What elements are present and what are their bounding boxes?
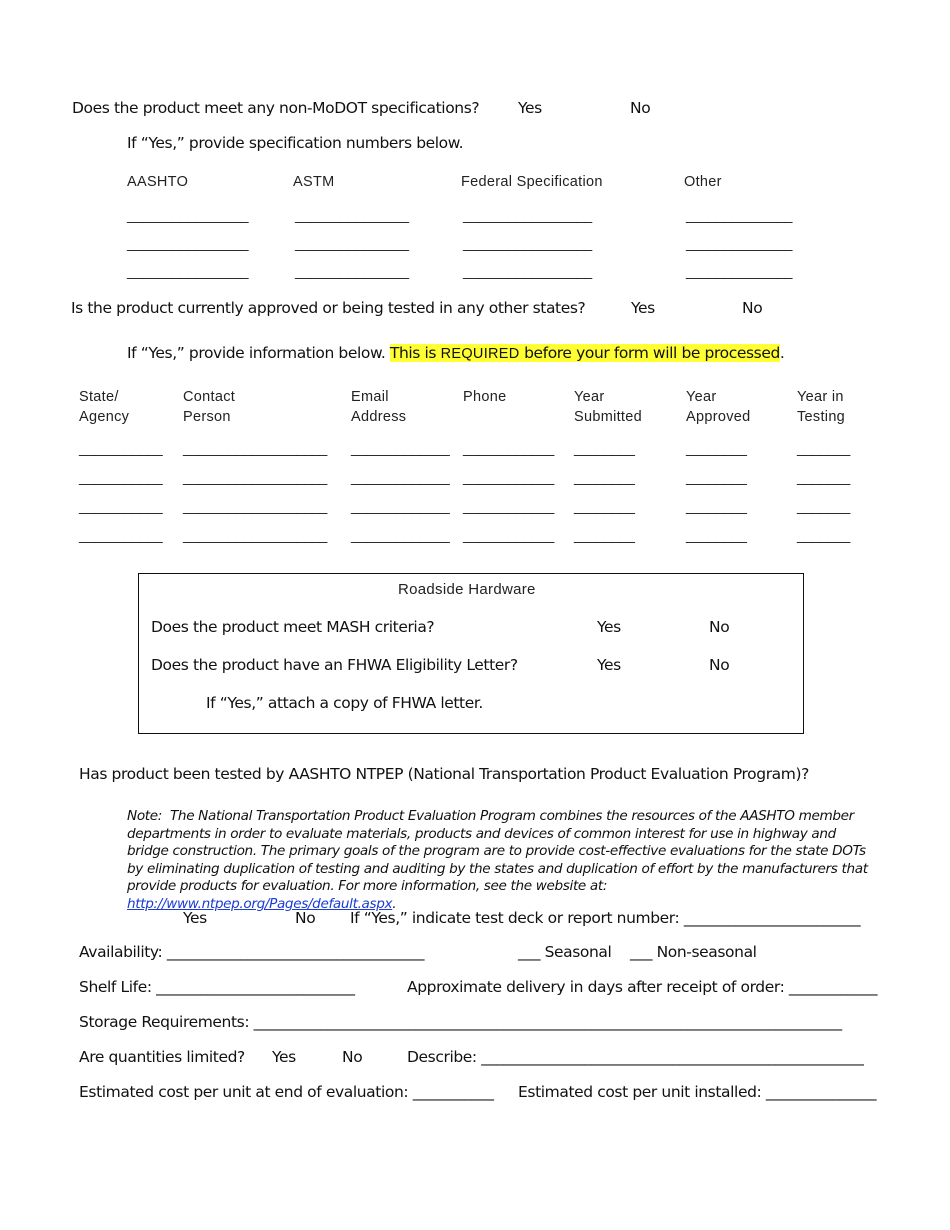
phone-field[interactable]: ____________: [463, 527, 555, 543]
col-header-state: State/ Agency: [79, 389, 130, 425]
phone-field[interactable]: ____________: [463, 469, 555, 485]
ntpep-link[interactable]: http://www.ntpep.org/Pages/default.aspx: [127, 895, 393, 912]
spec-field-aashto[interactable]: ________________: [127, 263, 249, 279]
spec-field-astm[interactable]: _______________: [295, 263, 409, 279]
states-question: Is the product currently approved or being tested in any other states?: [71, 299, 586, 317]
fhwa-question: Does the product have an FHWA Eligibility Letter?: [151, 656, 518, 674]
spec-header-other: Other: [684, 174, 722, 190]
contact-field[interactable]: ___________________: [183, 527, 328, 543]
spec-field-other[interactable]: ______________: [686, 263, 793, 279]
state-field[interactable]: ___________: [79, 527, 163, 543]
spec-header-aashto: AASHTO: [127, 174, 189, 190]
spec-header-astm: ASTM: [293, 174, 335, 190]
mash-question: Does the product meet MASH criteria?: [151, 618, 435, 636]
year-testing-field[interactable]: _______: [797, 469, 851, 485]
spec-field-federal[interactable]: _________________: [463, 235, 592, 251]
year-approved-field[interactable]: ________: [686, 469, 747, 485]
report-number-field[interactable]: If “Yes,” indicate test deck or report number: ________________________: [350, 909, 861, 927]
email-field[interactable]: _____________: [351, 469, 450, 485]
spec-field-aashto[interactable]: ________________: [127, 235, 249, 251]
spec-field-aashto[interactable]: ________________: [127, 207, 249, 223]
col-header-year-testing: Year in Testing: [797, 389, 846, 425]
spec-field-astm[interactable]: _______________: [295, 235, 409, 251]
quantities-yes-option[interactable]: Yes: [272, 1048, 296, 1066]
seasonal-option[interactable]: ___ Seasonal: [518, 943, 612, 961]
col-header-year-submitted: Year Submitted: [574, 389, 642, 425]
year-submitted-field[interactable]: ________: [574, 469, 635, 485]
fhwa-yes-option[interactable]: Yes: [597, 656, 621, 674]
spec-field-federal[interactable]: _________________: [463, 263, 592, 279]
states-yes-option[interactable]: Yes: [631, 299, 655, 317]
year-approved-field[interactable]: ________: [686, 440, 747, 456]
col-header-year-approved: Year Approved: [686, 389, 751, 425]
year-approved-field[interactable]: ________: [686, 527, 747, 543]
contact-field[interactable]: ___________________: [183, 498, 328, 514]
ntpep-note: Note: The National Transportation Product Evaluation Program combines the resources of the AASHTO member departments in order to evaluate materials, products and devices of common interest for use in highway and bridge construction. The primary goals of the program are to provide cost-effective evaluations for the state DOTs by eliminating duplication of testing and auditing by the states and duplication of effort by the manufacturers that provide products for evaluation. For more information, see the website at: http://www.ntpep.org/Pages/default.aspx.: [127, 808, 868, 912]
contact-field[interactable]: ___________________: [183, 469, 328, 485]
fhwa-attach-instruction: If “Yes,” attach a copy of FHWA letter.: [206, 694, 483, 712]
spec-field-other[interactable]: ______________: [686, 235, 793, 251]
states-instruction-text: If “Yes,” provide information below.: [127, 344, 390, 362]
storage-requirements-field[interactable]: Storage Requirements: ________________________________________________________________________________: [79, 1013, 842, 1031]
roadside-title: Roadside Hardware: [398, 581, 536, 598]
nonmodot-yes-option[interactable]: Yes: [518, 99, 542, 117]
spec-field-other[interactable]: ______________: [686, 207, 793, 223]
states-instruction: If “Yes,” provide information below. This is REQUIRED before your form will be processed.: [127, 344, 785, 362]
year-submitted-field[interactable]: ________: [574, 498, 635, 514]
fhwa-no-option[interactable]: No: [709, 656, 730, 674]
year-approved-field[interactable]: ________: [686, 498, 747, 514]
nonmodot-question: Does the product meet any non-MoDOT specifications?: [72, 99, 480, 117]
year-submitted-field[interactable]: ________: [574, 527, 635, 543]
spec-header-federal: Federal Specification: [461, 174, 603, 190]
states-no-option[interactable]: No: [742, 299, 763, 317]
state-field[interactable]: ___________: [79, 498, 163, 514]
state-field[interactable]: ___________: [79, 440, 163, 456]
year-submitted-field[interactable]: ________: [574, 440, 635, 456]
delivery-days-field[interactable]: Approximate delivery in days after receipt of order: ____________: [407, 978, 878, 996]
shelf-life-field[interactable]: Shelf Life: ___________________________: [79, 978, 355, 996]
quantities-no-option[interactable]: No: [342, 1048, 363, 1066]
email-field[interactable]: _____________: [351, 527, 450, 543]
mash-no-option[interactable]: No: [709, 618, 730, 636]
cost-evaluation-field[interactable]: Estimated cost per unit at end of evaluation: ___________: [79, 1083, 494, 1101]
email-field[interactable]: _____________: [351, 440, 450, 456]
ntpep-no-option[interactable]: No: [295, 909, 316, 927]
availability-field[interactable]: Availability: ___________________________________: [79, 943, 425, 961]
mash-yes-option[interactable]: Yes: [597, 618, 621, 636]
ntpep-yes-option[interactable]: Yes: [183, 909, 207, 927]
col-header-email: Email Address: [351, 389, 407, 425]
nonseasonal-option[interactable]: ___ Non-seasonal: [630, 943, 757, 961]
year-testing-field[interactable]: _______: [797, 498, 851, 514]
spec-field-federal[interactable]: _________________: [463, 207, 592, 223]
ntpep-question: Has product been tested by AASHTO NTPEP (National Transportation Product Evaluation Program)?: [79, 765, 809, 783]
cost-installed-field[interactable]: Estimated cost per unit installed: _______________: [518, 1083, 877, 1101]
col-header-phone: Phone: [463, 389, 507, 405]
year-testing-field[interactable]: _______: [797, 527, 851, 543]
phone-field[interactable]: ____________: [463, 440, 555, 456]
contact-field[interactable]: ___________________: [183, 440, 328, 456]
required-highlight: This is REQUIRED before your form will be processed: [389, 344, 780, 362]
describe-field[interactable]: Describe: ____________________________________________________: [407, 1048, 864, 1066]
year-testing-field[interactable]: _______: [797, 440, 851, 456]
spec-instruction: If “Yes,” provide specification numbers below.: [127, 134, 464, 152]
email-field[interactable]: _____________: [351, 498, 450, 514]
quantities-question: Are quantities limited?: [79, 1048, 245, 1066]
col-header-contact: Contact Person: [183, 389, 236, 425]
phone-field[interactable]: ____________: [463, 498, 555, 514]
state-field[interactable]: ___________: [79, 469, 163, 485]
spec-field-astm[interactable]: _______________: [295, 207, 409, 223]
nonmodot-no-option[interactable]: No: [630, 99, 651, 117]
